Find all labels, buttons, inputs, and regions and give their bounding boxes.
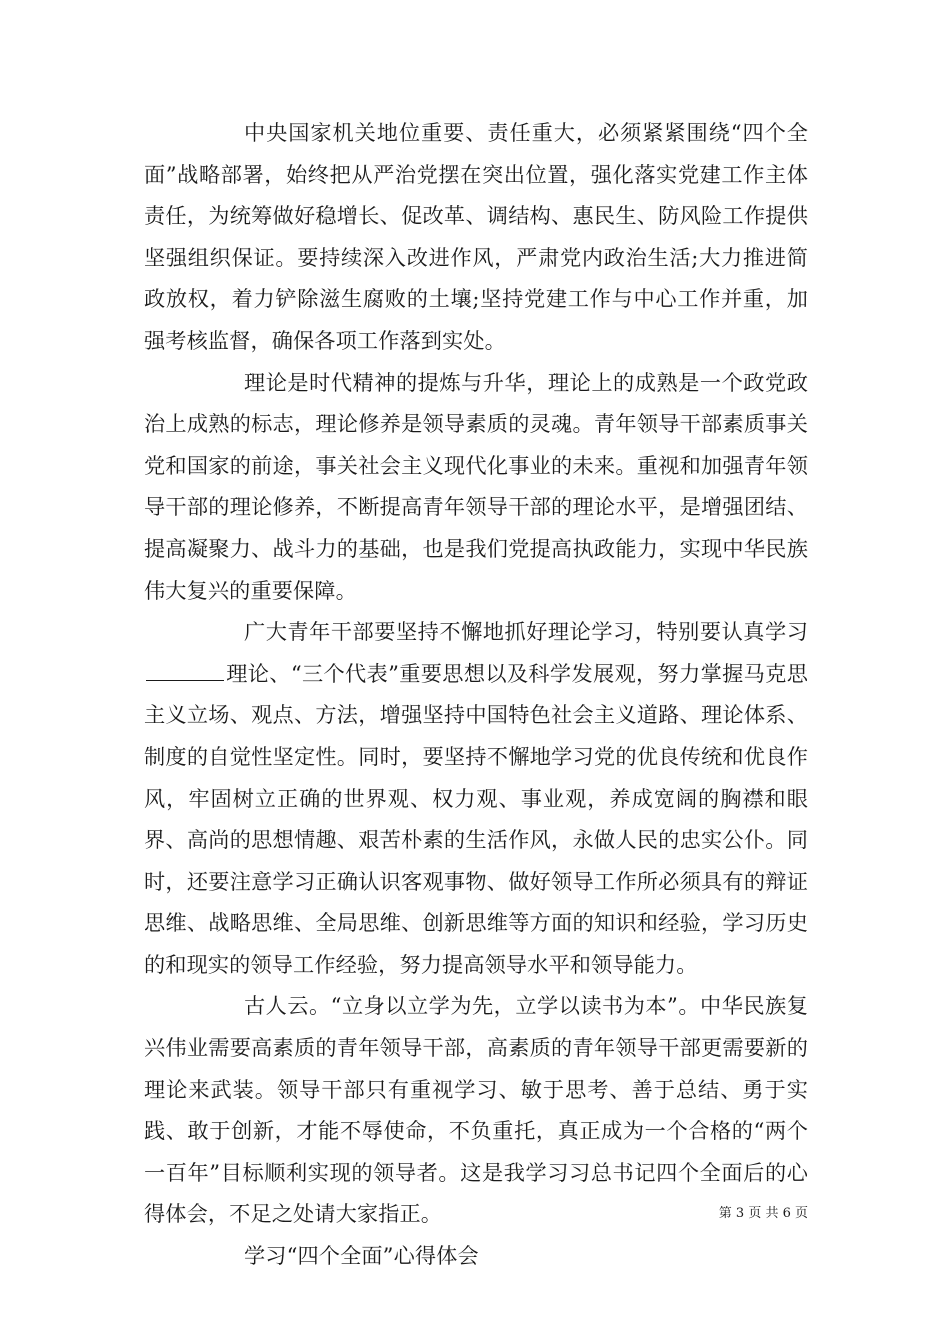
paragraph-3-part-2: 理论、“三个代表”重要思想以及科学发展观，努力掌握马克思主义立场、观点、方法，增强坚持中国特色社会主义道路、理论体系、制度的自觉性坚定性。同时，要坚持不懈地学习党的优良传统和优良作风，牢固树立正确的世界观、权力观、事业观，养成宽阔的胸襟和眼界、高尚的思想情趣、艰苦朴素的生活作风，永做人民的忠实公仆。同时，还要注意学习正确认识客观事物、做好领导工作所必须具有的辩证思维、战略思维、全局思维、创新思维等方面的知识和经验，学习历史的和现实的领导工作经验，努力提高领导水平和领导能力。 <box>144 660 808 977</box>
paragraph-1: 中央国家机关地位重要、责任重大，必须紧紧围绕“四个全面”战略部署，始终把从严治党摆在突出位置，强化落实党建工作主体责任，为统筹做好稳增长、促改革、调结构、惠民生、防风险工作提供坚强组织保证。要持续深入改进作风，严肃党内政治生活;大力推进简政放权，着力铲除滋生腐败的土壤;坚持党建工作与中心工作并重，加强考核监督，确保各项工作落到实处。 <box>144 120 808 353</box>
redacted-blank <box>146 660 224 681</box>
section-heading: 学习“四个全面”心得体会 <box>244 1243 479 1269</box>
paragraph-4: 古人云。“立身以立学为先，立学以读书为本”。中华民族复兴伟业需要高素质的青年领导干部，高素质的青年领导干部更需要新的理论来武装。领导干部只有重视学习、敏于思考、善于总结、勇于实践、敢于创新，才能不辱使命，不负重托，真正成为一个合格的“两个一百年”目标顺利实现的领导者。这是我学习习总书记四个全面后的心得体会，不足之处请大家指正。 <box>144 993 808 1227</box>
page-number: 第 3 页 共 6 页 <box>718 1206 808 1221</box>
document-body <box>144 112 808 1277</box>
paragraph-3 <box>144 611 808 985</box>
paragraph-2: 理论是时代精神的提炼与升华，理论上的成熟是一个政党政治上成熟的标志，理论修养是领导素质的灵魂。青年领导干部素质事关党和国家的前途，事关社会主义现代化事业的未来。重视和加强青年领导干部的理论修养，不断提高青年领导干部的理论水平，是增强团结、提高凝聚力、战斗力的基础，也是我们党提高执政能力，实现中华民族伟大复兴的重要保障。 <box>144 369 808 603</box>
paragraph-3-part-1: 广大青年干部要坚持不懈地抓好理论学习，特别要认真学习 <box>244 619 808 645</box>
